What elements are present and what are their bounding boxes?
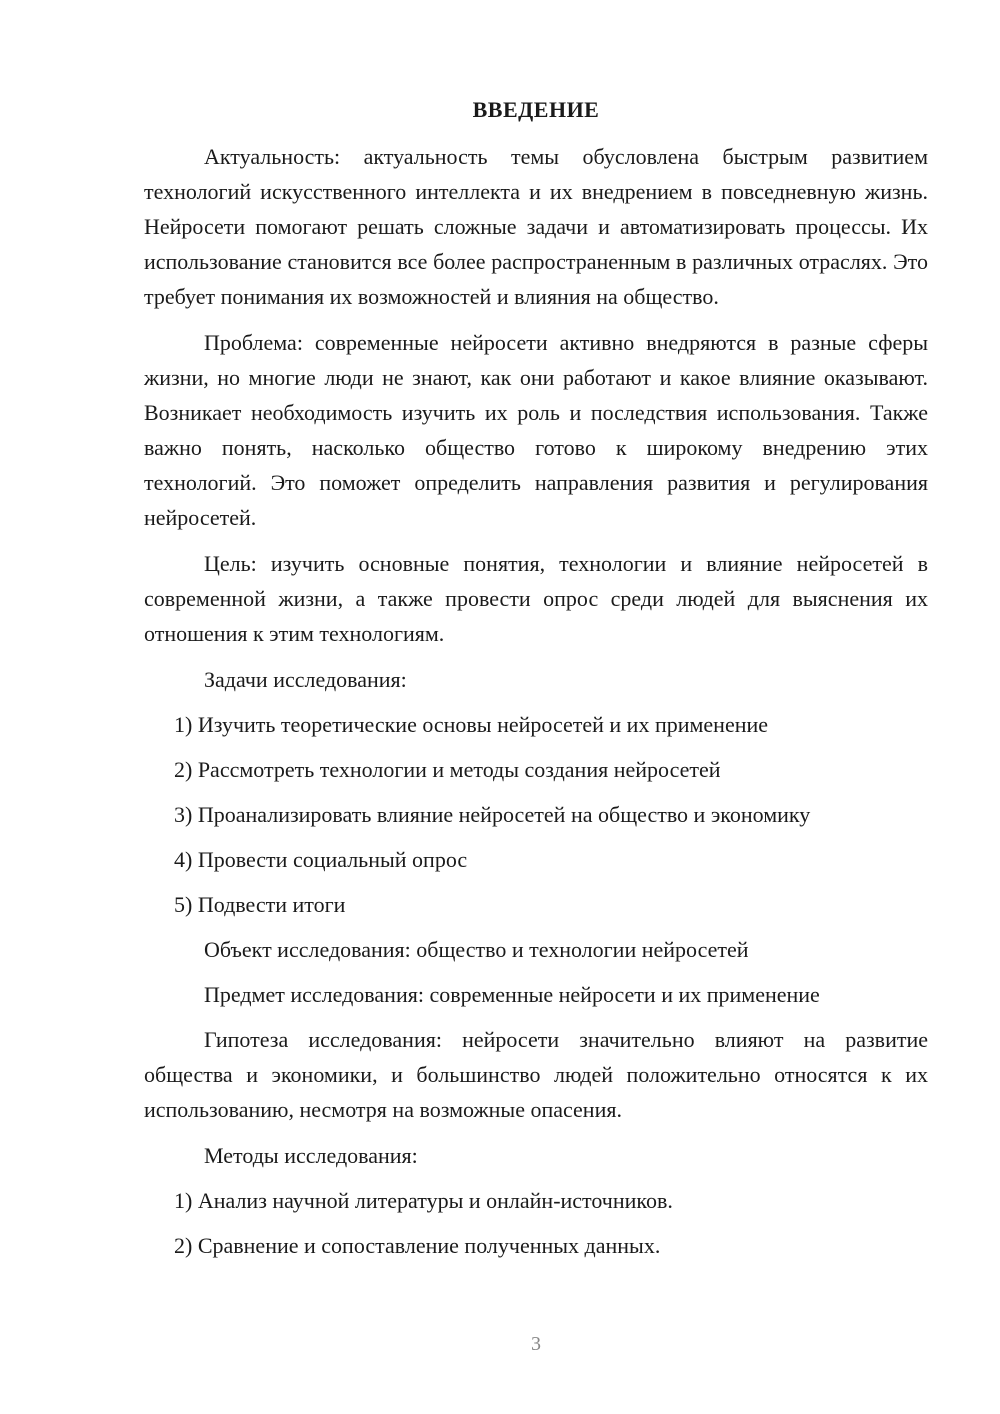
relevance-paragraph: Актуальность: актуальность темы обусловлена быстрым развитием технологий искусственного интеллекта и их внедрением в повседневную жизнь. Нейросети помогают решать сложные задачи и автоматизировать процессы. Их использование становится все более распространенным в различных отраслях. Это требует понимания их возможностей и влияния на общество. (144, 144, 928, 309)
section-title: ВВЕДЕНИЕ (472, 97, 600, 122)
goal-paragraph: Цель: изучить основные понятия, технологии и влияние нейросетей в современной жизни, а также провести опрос среди людей для выяснения их отношения к этим технологиям. (144, 551, 928, 646)
object-line: Объект исследования: общество и технологии нейросетей (204, 937, 749, 962)
task-item: 5) Подвести итоги (174, 892, 346, 917)
subject-line: Предмет исследования: современные нейросети и их применение (204, 982, 820, 1007)
method-item: 1) Анализ научной литературы и онлайн-источников. (174, 1188, 673, 1213)
task-item: 4) Провести социальный опрос (174, 847, 468, 872)
hypothesis-paragraph: Гипотеза исследования: нейросети значительно влияют на развитие общества и экономики, и большинство людей положительно относятся к их использованию, несмотря на возможные опасения. (144, 1027, 928, 1122)
page-number: 3 (531, 1333, 541, 1355)
method-item: 2) Сравнение и сопоставление полученных данных. (174, 1233, 661, 1258)
methods-heading: Методы исследования: (204, 1143, 418, 1168)
tasks-heading: Задачи исследования: (204, 667, 407, 692)
task-item: 3) Проанализировать влияние нейросетей на общество и экономику (174, 802, 811, 827)
page-content (144, 95, 928, 1273)
task-item: 2) Рассмотреть технологии и методы создания нейросетей (174, 757, 721, 782)
task-item: 1) Изучить теоретические основы нейросетей и их применение (174, 712, 769, 737)
problem-paragraph: Проблема: современные нейросети активно внедряются в разные сферы жизни, но многие люди не знают, как они работают и какое влияние оказывают. Возникает необходимость изучить их роль и последствия использования. Также важно понять, насколько общество готово к широкому внедрению этих технологий. Это поможет определить направления развития и регулирования нейросетей. (144, 330, 928, 530)
